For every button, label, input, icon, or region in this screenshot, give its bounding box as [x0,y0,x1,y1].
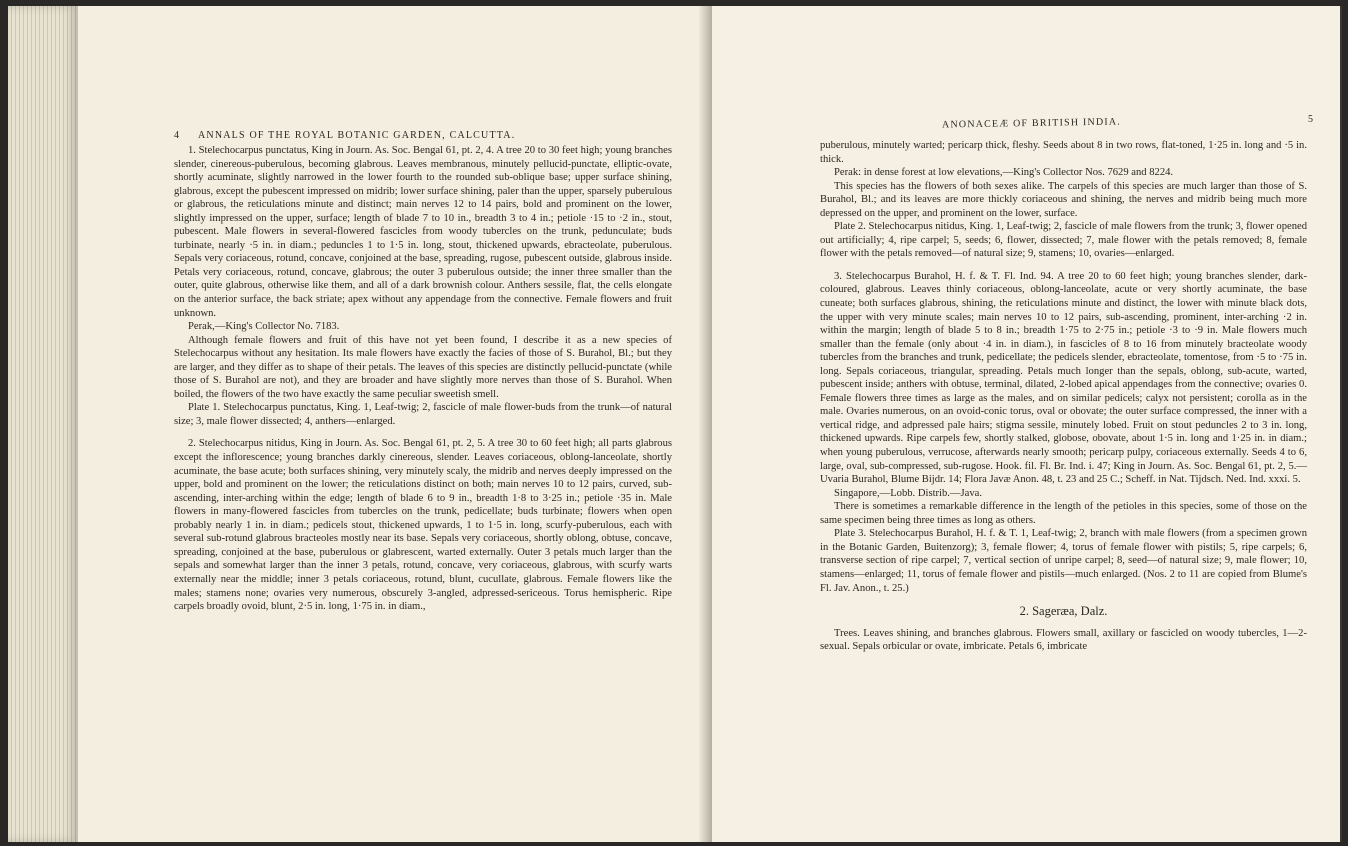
paragraph: Trees. Leaves shining, and branches glabrous. Flowers small, axillary or fascicled on woody tubercles, 1—2-sexual. Sepals orbicular or ovate, imbricate. Petals 6, imbricate [820,627,1307,653]
paragraph: 3. Stelechocarpus Burahol, H. f. & T. Fl. Ind. 94. A tree 20 to 60 feet high; young branches slender, dark-coloured, glabrous. Leaves thinly coriaceous, oblong-lanceolate, acute or very shortly acuminate, the base cuneate; both surfaces glabrous, shining, the reticulations minute and distinct, the lower with minute black dots, the upper with very minute scales; main nerves 10 to 12 pairs, sub-ascending, prominent, inter-arching ·2 in. within the margin; length of blade 5 to 8 in.; breadth 1·75 to 2·75 in.; petiole ·3 to ·9 in. Male flowers much smaller than the female (only about ·4 in. in diam.), in fascicles of 8 to 16 from minutely bracteolate woody tubercles from the branches and trunk, pedicellate; the pedicels slender, ebracteolate, tomentose, from ·5 to ·75 in. long. Sepals coriaceous, triangular, spreading. Petals much longer than the sepals, oblong, sub-acute, warted, pubescent inside; anthers with obtuse, terminal, dilated, 2-lobed apical appendages from the connective; ovaries 0. Female flowers three times as large as the males, and on similar pedicels; calyx not persistent; corolla as in the male. Ovaries numerous, on an ovoid-conic torus, oval or obovate; the outer surface compressed, the inner with a vertical ridge, and adpressed pale hairs; stigma sessile, minutely lobed. Fruit on stout peduncles 2 to 3 in. long, thickened upwards. Ripe carpels few, shortly stalked, globose, obovate, about 1·5 in. long and 1·25 in. in diam.; when young puberulous, verrucose, afterwards nearly smooth; pericarp pulpy, coriaceous externally. Seeds 4 to 6, large, oval, sub-compressed, sub-rugose. Hook. fil. Fl. Br. Ind. i. 47; King in Journ. As. Soc. Bengal 61, pt. 2, 5.—Uvaria Burahol, Blume Bijdr. 14; Flora Javæ Anon. 48, t. 23 and 25 C.; Scheff. in Nat. Tijdsch. Ned. Ind. xxxi. 5. [820,270,1307,486]
paragraph: Perak,—King's Collector No. 7183. [188,321,340,333]
genus-heading: 2. Sageræa, Dalz. [1019,604,1108,619]
right-page [712,6,1340,842]
left-page [8,6,712,842]
page-edges [8,6,78,842]
paragraph: Singapore,—Lobb. Distrib.—Java. [834,487,982,499]
paragraph: There is sometimes a remarkable difference in the length of the petioles in this species, some of those on the same specimen being three times as long as others. [820,501,1307,526]
paragraph: This species has the flowers of both sexes alike. The carpels of this species are much larger than those of S. Burahol, Bl.; and its leaves are more thickly coriaceous and shining, the nerves and midrib being much more depressed on the upper, and prominent on the lower, surface. [820,180,1307,219]
plate-caption: Plate 3. Stelechocarpus Burahol, H. f. & T. 1, Leaf-twig; 2, branch with male flowers (from a specimen grown in the Botanic Garden, Buitenzorg); 3, female flower; 4, torus of female flower with pistils; 5, ripe carpels; 6, transverse section of ripe carpel; 7, vertical section of unripe carpel; 8, seed—of natural size; 9, male flower; 10, stamens—enlarged; 11, torus of female flower and pistils—much enlarged. (Nos. 2 to 11 are copied from Blume's Fl. Jav. Anon., t. 25.) [820,528,1307,594]
page-number: 4 [174,130,181,141]
paragraph: 1. Stelechocarpus punctatus, King in Journ. As. Soc. Bengal 61, pt. 2, 4. A tree 20 to 30 feet high; young branches slender, cinereous-puberulous, becoming glabrous. Leaves membranous, minutely pellucid-punctate, elliptic-ovate, shortly acuminate, slightly narrowed in the lower fourth to the rounded sub-oblique base; upper surface shining, glabrous, except the pubescent impressed on midrib; lower surface shining, paler than the upper, sparsely puberulous or glabrous, the reticulations minute and distinct; main nerves 12 to 14 pairs, bold and prominent on the lower, slightly impressed on the upper, surface; length of blade 7 to 10 in., breadth 3 to 4 in.; petiole ·15 to ·2 in., stout, pubescent. Male flowers in several-flowered fascicles from woody tubercles on the trunk, pedunculate; buds turbinate, nearly ·5 in. in diam.; peduncles 1 to 1·5 in. long, stout, thickened upwards, ebracteolate, puberulous. Sepals very coriaceous, rotund, concave, conjoined at the base, spreading, rugose, pubescent outside, glabrous inside. Petals very coriaceous, rotund, concave, glabrous; the outer 3 puberulous outside; the inner three smaller than the outer, quite glabrous, otherwise like them, and all of a dark brownish colour. Anthers sessile, flat, the cells elongate on the anterior surface, the back striate; apex without any appendage from the connective. Female flowers and fruit unknown. [174,145,672,319]
paragraph: 2. Stelechocarpus nitidus, King in Journ. As. Soc. Bengal 61, pt. 2, 5. A tree 30 to 60 feet high; all parts glabrous except the inflorescence; young branches darkly cinereous, slender. Leaves coriaceous, oblong-lanceolate, shortly acuminate, the base acute; both surfaces shining, very minutely scaly, the midrib and nerves deeply impressed on the upper, bold and prominent on the lower; the reticulations distinct on both; main nerves 10 to 12 pairs, curved, sub-ascending, inter-arching within the edge; length of blade 6 to 9 in., breadth 1·8 to 3·25 in.; petiole ·35 in. Male flowers in many-flowered fascicles from tubercles on the trunk, pedicellate; buds turbinate; flowers when open probably nearly 1 in. in diam.; pedicels stout, thickened upwards, 1 to 1·5 in. long, scurfy-puberulous, each with several sub-rotund glabrous bracteoles mostly near its base. Sepals very coriaceous, shortly oblong, obtuse, concave, spreading, conjoined at the base, puberulous or glabrescent, warted externally. Outer 3 petals much larger than the sepals and somewhat larger than the inner 3 petals, rotund, concave, very coriaceous, glabrous, with scurfy warts externally near the middle; inner 3 petals coriaceous, rotund, blunt, cucullate, glabrous. Female flowers like the males; stamens none; ovaries very numerous, obscurely 3-angled, adpressed-sericeous. Torus hemispheric. Ripe carpels broadly ovoid, blunt, 2·5 in. long, 1·75 in. in diam., [174,438,672,613]
plate-caption: Plate 2. Stelechocarpus nitidus, King. 1, Leaf-twig; 2, fascicle of male flowers from the trunk; 3, flower opened out artificially; 4, ripe carpel; 5, seeds; 6, flower, dissected; 7, male flower with the petals removed; 8, female flower with the petals removed—of natural size; 9, stamens; 10, ovaries—enlarged. [820,221,1307,260]
page-number: 5 [1308,114,1315,125]
book-spread [8,6,1342,842]
paragraph: Although female flowers and fruit of this have not yet been found, I describe it as a new species of Stelechocarpus without any hesitation. Its male flowers have exactly the facies of those of S. Burahol, Bl.; but they are larger, and they differ as to shape of their petals. The leaves of this species are distinctly pellucid-punctate (while those of S. Burahol are not), and they are broader and have slightly more nerves than those of S. Burahol. When boiled, the flowers of the two have exactly the same peculiar sweetish smell. [174,334,672,400]
plate-caption: Plate 1. Stelechocarpus punctatus, King. 1, Leaf-twig; 2, fascicle of male flower-buds from the trunk—of natural size; 3, male flower dissected; 4, anthers—enlarged. [174,402,672,427]
running-head: ANONACEÆ OF BRITISH INDIA. [941,116,1122,131]
paragraph: Perak: in dense forest at low elevations,—King's Collector Nos. 7629 and 8224. [834,167,1174,179]
running-head: ANNALS OF THE ROYAL BOTANIC GARDEN, CALCUTTA. [198,130,516,141]
paragraph: puberulous, minutely warted; pericarp thick, fleshy. Seeds about 8 in two rows, flat-toned, 1·25 in. long and ·5 in. thick. [820,140,1307,165]
text-column [820,139,1307,654]
text-column [174,144,672,614]
